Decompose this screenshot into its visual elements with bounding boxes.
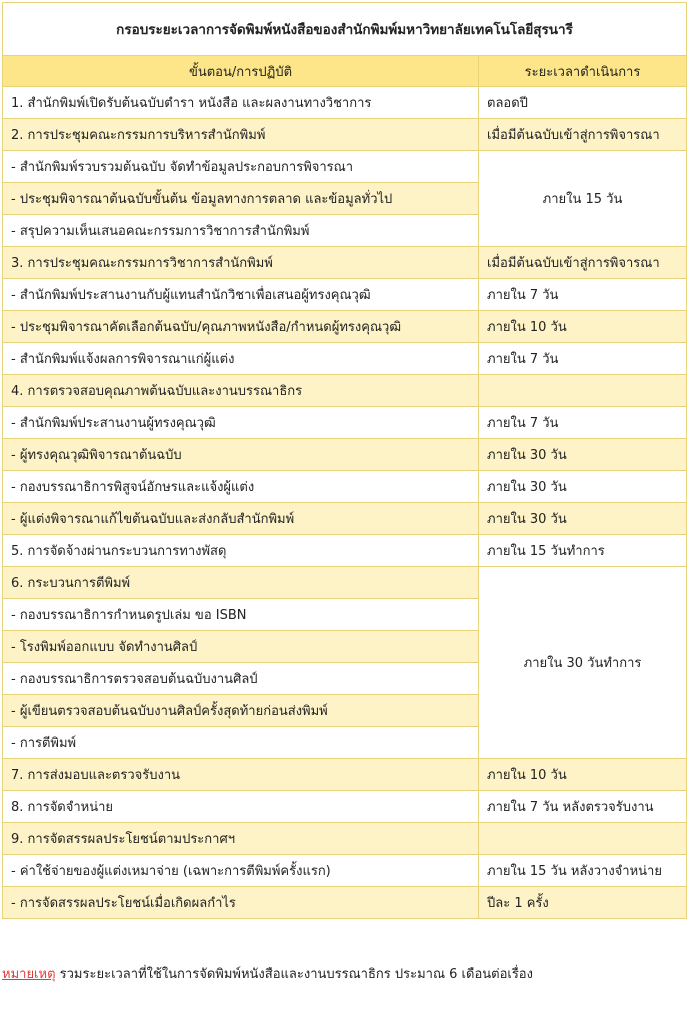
step-cell: - สำนักพิมพ์ประสานงานผู้ทรงคุณวุฒิ — [3, 407, 479, 439]
table-row — [3, 279, 687, 311]
duration-cell: ภายใน 15 วัน หลังวางจำหน่าย — [479, 855, 687, 887]
duration-cell: ภายใน 7 วัน — [479, 279, 687, 311]
step-cell: - สำนักพิมพ์รวบรวมต้นฉบับ จัดทำข้อมูลประกอบการพิจารณา — [3, 151, 479, 183]
step-cell: - ผู้เขียนตรวจสอบต้นฉบับงานศิลป์ครั้งสุดท้ายก่อนส่งพิมพ์ — [3, 695, 479, 727]
step-cell: 6. กระบวนการตีพิมพ์ — [3, 567, 479, 599]
duration-cell: เมื่อมีต้นฉบับเข้าสู่การพิจารณา — [479, 247, 687, 279]
step-cell: - ผู้ทรงคุณวุฒิพิจารณาต้นฉบับ — [3, 439, 479, 471]
step-cell: - สำนักพิมพ์แจ้งผลการพิจารณาแก่ผู้แต่ง — [3, 343, 479, 375]
table-row — [3, 247, 687, 279]
table-row — [3, 791, 687, 823]
step-cell: - ประชุมพิจารณาคัดเลือกต้นฉบับ/คุณภาพหนังสือ/กำหนดผู้ทรงคุณวุฒิ — [3, 311, 479, 343]
step-cell: 8. การจัดจำหน่าย — [3, 791, 479, 823]
step-cell: - ประชุมพิจารณาต้นฉบับขั้นต้น ข้อมูลทางการตลาด และข้อมูลทั่วไป — [3, 183, 479, 215]
step-cell: 2. การประชุมคณะกรรมการบริหารสำนักพิมพ์ — [3, 119, 479, 151]
step-cell: - การตีพิมพ์ — [3, 727, 479, 759]
table-row — [3, 759, 687, 791]
table-row — [3, 375, 687, 407]
duration-cell: เมื่อมีต้นฉบับเข้าสู่การพิจารณา — [479, 119, 687, 151]
duration-cell: ภายใน 30 วัน — [479, 439, 687, 471]
step-cell: 9. การจัดสรรผลประโยชน์ตามประกาศฯ — [3, 823, 479, 855]
duration-cell: ภายใน 15 วันทำการ — [479, 535, 687, 567]
duration-cell: ปีละ 1 ครั้ง — [479, 887, 687, 919]
footnote — [2, 963, 533, 984]
duration-cell: ตลอดปี — [479, 87, 687, 119]
step-cell: - กองบรรณาธิการตรวจสอบต้นฉบับงานศิลป์ — [3, 663, 479, 695]
footnote-text: รวมระยะเวลาที่ใช้ในการจัดพิมพ์หนังสือและงานบรรณาธิกร ประมาณ 6 เดือนต่อเรื่อง — [55, 967, 533, 982]
step-cell: - การจัดสรรผลประโยชน์เมื่อเกิดผลกำไร — [3, 887, 479, 919]
table-row — [3, 471, 687, 503]
table-row — [3, 439, 687, 471]
duration-cell-merged: ภายใน 30 วันทำการ — [479, 567, 687, 759]
table-row — [3, 855, 687, 887]
table-row — [3, 407, 687, 439]
table-row — [3, 823, 687, 855]
header-steps: ขั้นตอน/การปฏิบัติ — [3, 56, 479, 87]
table-row — [3, 151, 687, 183]
table-row — [3, 343, 687, 375]
duration-cell-merged: ภายใน 15 วัน — [479, 151, 687, 247]
step-cell: - กองบรรณาธิการพิสูจน์อักษรและแจ้งผู้แต่ง — [3, 471, 479, 503]
step-cell: 7. การส่งมอบและตรวจรับงาน — [3, 759, 479, 791]
step-cell: - ผู้แต่งพิจารณาแก้ไขต้นฉบับและส่งกลับสำนักพิมพ์ — [3, 503, 479, 535]
step-cell: - กองบรรณาธิการกำหนดรูปเล่ม ขอ ISBN — [3, 599, 479, 631]
table-title: กรอบระยะเวลาการจัดพิมพ์หนังสือของสำนักพิมพ์มหาวิทยาลัยเทคโนโลยีสุรนารี — [3, 3, 687, 56]
duration-cell: ภายใน 30 วัน — [479, 503, 687, 535]
step-cell: 1. สำนักพิมพ์เปิดรับต้นฉบับตำรา หนังสือ และผลงานทางวิชาการ — [3, 87, 479, 119]
table-row — [3, 311, 687, 343]
table-row — [3, 567, 687, 599]
duration-cell — [479, 375, 687, 407]
duration-cell: ภายใน 30 วัน — [479, 471, 687, 503]
table-row — [3, 535, 687, 567]
header-duration: ระยะเวลาดำเนินการ — [479, 56, 687, 87]
table-row — [3, 119, 687, 151]
duration-cell: ภายใน 10 วัน — [479, 759, 687, 791]
duration-cell: ภายใน 7 วัน — [479, 343, 687, 375]
duration-cell: ภายใน 10 วัน — [479, 311, 687, 343]
step-cell: - สรุปความเห็นเสนอคณะกรรมการวิชาการสำนักพิมพ์ — [3, 215, 479, 247]
duration-cell: ภายใน 7 วัน — [479, 407, 687, 439]
step-cell: 5. การจัดจ้างผ่านกระบวนการทางพัสดุ — [3, 535, 479, 567]
duration-cell: ภายใน 7 วัน หลังตรวจรับงาน — [479, 791, 687, 823]
step-cell: - ค่าใช้จ่ายของผู้แต่งเหมาจ่าย (เฉพาะการตีพิมพ์ครั้งแรก) — [3, 855, 479, 887]
table-row — [3, 87, 687, 119]
step-cell: 3. การประชุมคณะกรรมการวิชาการสำนักพิมพ์ — [3, 247, 479, 279]
table-row — [3, 503, 687, 535]
step-cell: 4. การตรวจสอบคุณภาพต้นฉบับและงานบรรณาธิกร — [3, 375, 479, 407]
footnote-label[interactable]: หมายเหตุ — [2, 967, 56, 982]
step-cell: - สำนักพิมพ์ประสานงานกับผู้แทนสำนักวิชาเพื่อเสนอผู้ทรงคุณวุฒิ — [3, 279, 479, 311]
step-cell: - โรงพิมพ์ออกแบบ จัดทำงานศิลป์ — [3, 631, 479, 663]
table-row — [3, 887, 687, 919]
schedule-table — [2, 2, 687, 919]
duration-cell — [479, 823, 687, 855]
